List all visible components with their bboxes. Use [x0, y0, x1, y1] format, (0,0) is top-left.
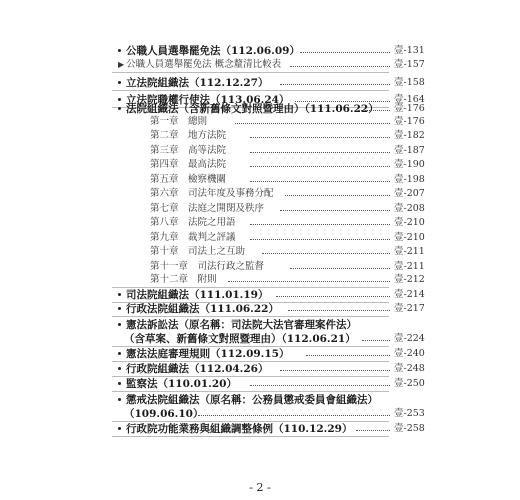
toc-entry-page: 壹-211: [394, 246, 425, 257]
toc-entry-continuation[interactable]: [0, 406, 520, 422]
toc-entry-chapter[interactable]: [0, 157, 520, 173]
leader-dots: [290, 66, 390, 67]
toc-entry-page: 壹-253: [394, 408, 425, 419]
toc-entry-page: 壹-182: [394, 130, 425, 141]
toc-entry-page: 壹-240: [394, 348, 425, 359]
bullet-icon: [118, 427, 121, 430]
toc-entry-page: 壹-250: [394, 378, 425, 389]
toc-entry-page: 壹-176: [394, 103, 425, 114]
toc-entry[interactable]: [0, 421, 520, 437]
toc-entry-title: 懲戒法院組織法（原名稱：公務員懲戒委員會組織法）: [118, 392, 378, 408]
leader-dots: [250, 152, 390, 153]
toc-entry-title: 行政院組織法（112.04.26）: [118, 361, 268, 377]
toc-entry-page: 壹-224: [394, 333, 425, 344]
leader-dots: [358, 110, 390, 111]
toc-entry-title: 立法院職權行使法（113.06.24）: [118, 92, 289, 108]
toc-entry-title: 第十二章 附則: [150, 274, 217, 285]
toc-entry-title: 監察法（110.01.20）: [118, 376, 237, 392]
toc-entry-page: 壹-211: [394, 261, 425, 272]
toc-entry-chapter[interactable]: [0, 186, 520, 202]
toc-entry-title: 司法院組織法（111.01.19）: [118, 287, 268, 303]
toc-entry-title: 憲法法庭審理規則（112.09.15）: [118, 346, 289, 362]
leader-dots: [228, 281, 390, 282]
bullet-icon: [118, 293, 121, 296]
toc-entry[interactable]: [0, 301, 520, 317]
toc-entry-page: 壹-164: [394, 94, 425, 105]
bullet-icon: [118, 367, 121, 370]
toc-entry-chapter[interactable]: [0, 215, 520, 231]
toc-entry-page: 壹-198: [394, 174, 425, 185]
toc-entry-chapter[interactable]: [0, 128, 520, 144]
leader-dots: [280, 84, 390, 85]
toc-entry-page: 壹-248: [394, 363, 425, 374]
toc-entry-page: 壹-212: [394, 274, 425, 285]
toc-entry-title: 第七章 法庭之開閉及秩序: [150, 203, 265, 214]
toc-entry-title: 第四章 最高法院: [150, 159, 227, 170]
leader-dots: [280, 210, 390, 211]
leader-dots: [288, 310, 390, 311]
leader-dots: [300, 52, 390, 53]
toc-entry-title: 第一章 總則: [150, 116, 208, 127]
toc-entry-title: 第六章 司法年度及事務分配: [150, 188, 274, 199]
leader-dots: [250, 239, 390, 240]
bullet-icon: [118, 307, 121, 310]
leader-dots: [250, 137, 390, 138]
leader-dots: [362, 340, 390, 341]
toc-entry-title: 第二章 地方法院: [150, 130, 227, 141]
page-number: - 2 -: [249, 481, 271, 494]
toc-entry-page: 壹-187: [394, 145, 425, 156]
toc-entry-page: 壹-207: [394, 188, 425, 199]
toc-entry[interactable]: [0, 361, 520, 377]
divider: [112, 436, 389, 437]
bullet-icon: [118, 352, 121, 355]
toc-entry-page: 壹-176: [394, 116, 425, 127]
toc-entry-page: 壹-210: [394, 232, 425, 243]
leader-dots: [306, 355, 390, 356]
toc-entry-title: ▶ 公職人員選舉罷免法 概念釐清比較表: [118, 59, 282, 70]
bullet-icon: [118, 107, 121, 110]
toc-entry-page: 壹-214: [394, 289, 425, 300]
toc-entry-page: 壹-158: [394, 77, 425, 88]
bullet-icon: [118, 382, 121, 385]
toc-entry-title: 公職人員選舉罷免法（112.06.09）: [118, 43, 300, 59]
toc-entry-page: 壹-208: [394, 203, 425, 214]
toc-entry-page: 壹-190: [394, 159, 425, 170]
toc-entry[interactable]: [0, 75, 520, 91]
leader-dots: [198, 415, 390, 416]
toc-entry-chapter[interactable]: [0, 272, 520, 288]
leader-dots: [290, 268, 390, 269]
arrow-right-icon: ▶: [118, 60, 125, 69]
toc-entry-title: 第十章 司法上之互助: [150, 246, 246, 257]
toc-entry-title: 第九章 裁判之評議: [150, 232, 236, 243]
toc-entry-page: 壹-157: [394, 59, 425, 70]
bullet-icon: [118, 81, 121, 84]
toc-entry-title: 憲法訴訟法（原名稱：司法院大法官審理案件法）: [118, 317, 357, 333]
leader-dots: [285, 195, 390, 196]
toc-entry-page: 壹-258: [394, 423, 425, 434]
leader-dots: [276, 296, 390, 297]
toc-entry-title: （109.06.10）: [124, 408, 204, 420]
divider: [112, 90, 389, 91]
toc-entry-page: 壹-210: [394, 217, 425, 228]
leader-dots: [280, 370, 390, 371]
toc-entry-title: 行政法院組織法（111.06.22）: [118, 301, 279, 317]
leader-dots: [250, 224, 390, 225]
toc-entry-page: 壹-217: [394, 303, 425, 314]
toc-entry-title: 立法院組織法（112.12.27）: [118, 75, 268, 91]
toc-entry-continuation[interactable]: [0, 331, 520, 347]
toc-entry-title: 第十一章 司法行政之監督: [150, 261, 265, 272]
toc-entry-title: 行政院功能業務與組織調整條例（110.12.29）: [118, 421, 352, 437]
bullet-icon: [118, 49, 121, 52]
toc-entry[interactable]: [0, 57, 520, 73]
toc-entry-title: 第八章 法院之用語: [150, 217, 236, 228]
toc-entry-title: 第五章 檢察機關: [150, 174, 227, 185]
toc-entry[interactable]: [0, 376, 520, 392]
divider: [112, 72, 389, 73]
leader-dots: [250, 385, 390, 386]
bullet-icon: [118, 398, 121, 401]
toc-entry[interactable]: [0, 346, 520, 362]
bullet-icon: [118, 323, 121, 326]
leader-dots: [250, 166, 390, 167]
toc-entry-chapter[interactable]: [0, 244, 520, 260]
leader-dots: [356, 430, 390, 431]
leader-dots: [235, 123, 390, 124]
toc-entry-title: 第三章 高等法院: [150, 145, 227, 156]
toc-entry-page: 壹-131: [394, 45, 425, 56]
toc-entry-title: 法院組織法（含新舊條文對照暨理由）（111.06.22）: [118, 101, 379, 117]
leader-dots: [250, 181, 390, 182]
toc-entry-title: （含草案、新舊條文對照暨理由）（112.06.21）: [124, 333, 356, 345]
leader-dots: [262, 253, 390, 254]
